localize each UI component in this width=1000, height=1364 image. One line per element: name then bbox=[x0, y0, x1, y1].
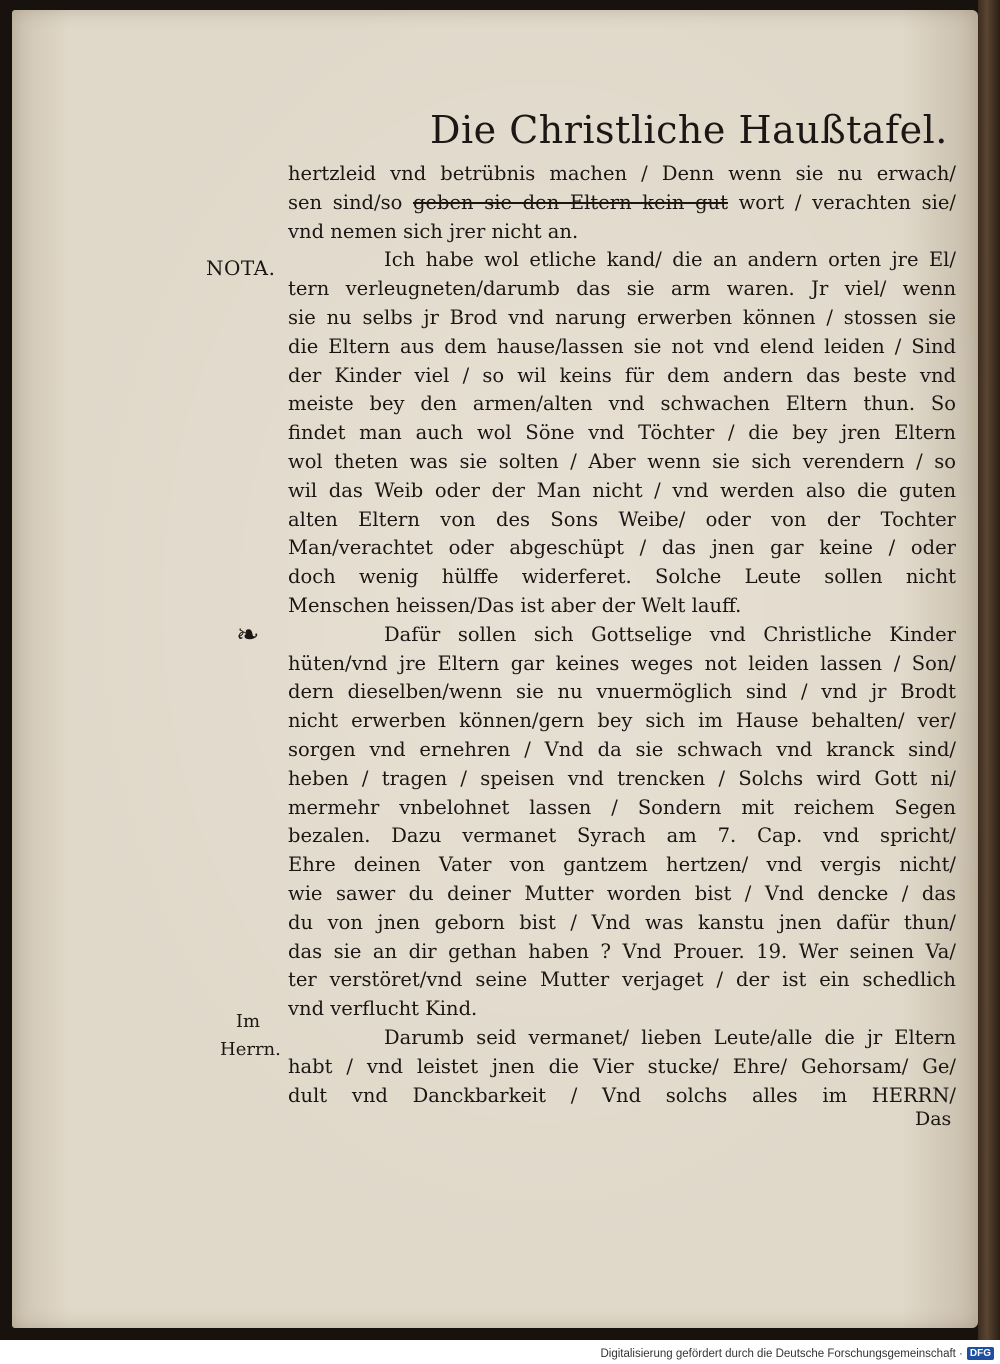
footer-text: Digitalisierung gefördert durch die Deutsche Forschungsgemeinschaft · bbox=[600, 1348, 963, 1360]
text-line: wil das Weib oder der Man nicht / vnd werden also die guten bbox=[288, 478, 956, 502]
dfg-logo: DFG bbox=[967, 1347, 994, 1360]
text-line: Ich habe wol etliche kand/ die an andern orten jre El/ bbox=[384, 248, 956, 272]
fleuron-ornament-icon: ❧ bbox=[236, 618, 260, 651]
running-head: Die Christliche Haußtafel. bbox=[430, 108, 948, 152]
text-line: der Kinder viel / so wil keins für dem andern das beste vnd bbox=[288, 363, 956, 387]
text-line: sie nu selbs jr Brod vnd narung erwerben können / stossen sie bbox=[288, 305, 956, 329]
text-line: Darumb seid vermanet/ lieben Leute/alle die jr Eltern bbox=[384, 1025, 956, 1049]
text-line: dern dieselben/wenn sie nu vnuermöglich sind / vnd jr Brodt bbox=[288, 680, 956, 704]
text-line: vnd nemen sich jrer nicht an. bbox=[288, 219, 579, 243]
text-line: findet man auch wol Söne vnd Töchter / die bey jren Eltern bbox=[288, 421, 956, 445]
text-line: nicht erwerben können/gern bey sich im Hause behalten/ ver/ bbox=[288, 709, 956, 733]
text-line: Dafür sollen sich Gottselige vnd Christliche Kinder bbox=[384, 622, 956, 646]
text-line: sorgen vnd ernehren / Vnd da sie schwach vnd kranck sind/ bbox=[288, 737, 956, 761]
text-line: sen sind/so geben sie den Eltern kein gut wort / verachten sie/ bbox=[288, 190, 956, 214]
catchword: Das bbox=[915, 1108, 952, 1130]
body-text bbox=[288, 160, 956, 1110]
text-line: du von jnen geborn bist / Vnd was kanstu jnen dafür thun/ bbox=[288, 910, 956, 934]
text-line: hertzleid vnd betrübnis machen / Denn wenn sie nu erwach/ bbox=[288, 162, 956, 185]
text-line: ter verstöret/vnd seine Mutter verjaget / der ist ein schedlich bbox=[288, 968, 956, 992]
text-line: mermehr vnbelohnet lassen / Sondern mit reichem Segen bbox=[288, 795, 956, 819]
text-line: vnd verflucht Kind. bbox=[288, 997, 478, 1021]
text-line: Man/verachtet oder abgeschüpt / das jnen gar keine / oder bbox=[288, 536, 956, 560]
text-line: dult vnd Danckbarkeit / Vnd solchs alles im HERRN/ bbox=[288, 1083, 956, 1107]
text-line: meiste bey den armen/alten vnd schwachen Eltern thun. So bbox=[288, 392, 956, 416]
text-line: die Eltern aus dem hause/lassen sie not vnd elend leiden / Sind bbox=[288, 334, 956, 358]
text-line: doch wenig hülffe widerferet. Solche Leute sollen nicht bbox=[288, 565, 956, 589]
text-line: wol theten was sie solten / Aber wenn sie sich verendern / so bbox=[288, 449, 956, 473]
text-line: tern verleugneten/darumb das sie arm waren. Jr viel/ wenn bbox=[288, 277, 956, 301]
text-line: wie sawer du deiner Mutter worden bist / Vnd dencke / das bbox=[288, 881, 956, 905]
text-line: das sie an dir gethan haben ? Vnd Prouer. 19. Wer seinen Va/ bbox=[288, 939, 956, 963]
text-line: alten Eltern von des Sons Weibe/ oder von der Tochter bbox=[288, 507, 956, 531]
marginal-note-im-herrn: Im Herrn. bbox=[220, 1011, 281, 1060]
struck-through-phrase: geben sie den Eltern kein gut bbox=[413, 190, 728, 214]
text-line: habt / vnd leistet jnen die Vier stucke/ Ehre/ Gehorsam/ Ge/ bbox=[288, 1054, 956, 1078]
book-spine bbox=[978, 0, 1000, 1340]
text-line: heben / tragen / speisen vnd trencken / Solchs wird Gott ni/ bbox=[288, 766, 956, 790]
marginal-note-nota: NOTA. bbox=[206, 256, 276, 280]
funding-footer bbox=[0, 1344, 994, 1364]
text-line: bezalen. Dazu vermanet Syrach am 7. Cap. vnd spricht/ bbox=[288, 824, 956, 848]
text-line: Ehre deinen Vater von gantzem hertzen/ vnd vergis nicht/ bbox=[288, 853, 956, 877]
text-line: hüten/vnd jre Eltern gar keines weges not leiden lassen / Son/ bbox=[288, 651, 956, 675]
text-line: Menschen heissen/Das ist aber der Welt lauff. bbox=[288, 593, 742, 617]
